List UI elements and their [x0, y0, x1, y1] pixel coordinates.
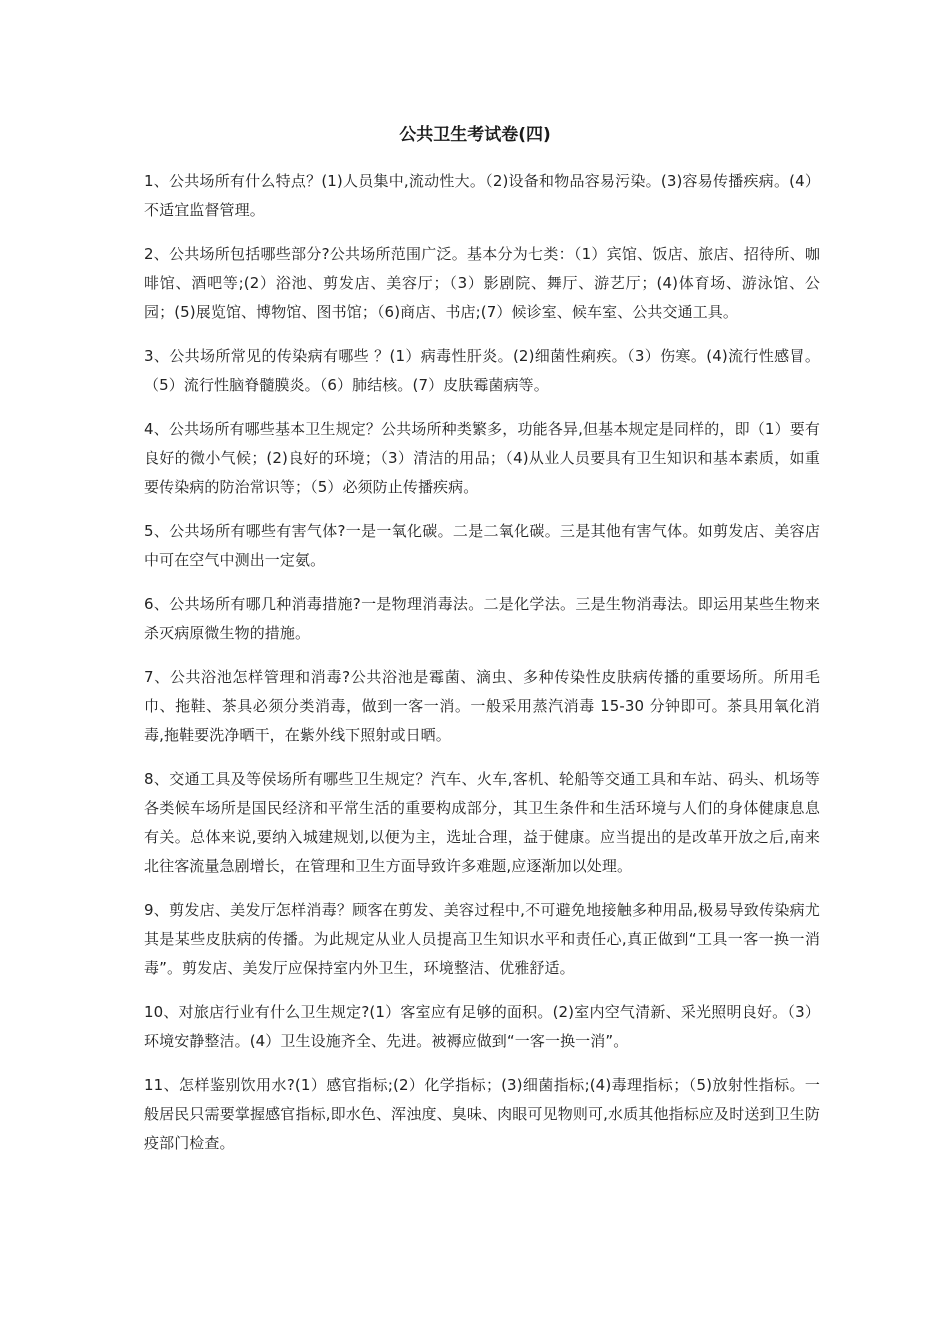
question-7: 7、公共浴池怎样管理和消毒?公共浴池是霉菌、滴虫、多种传染性皮肤病传播的重要场所。所用毛巾、拖鞋、茶具必须分类消毒，做到一客一消。一般采用蒸汽消毒 15-30 分钟即可。茶具用氧化消毒,拖鞋要洗净晒干，在紫外线下照射或日晒。	[144, 668, 820, 744]
question-3: 3、公共场所常见的传染病有哪些 ？(1）病毒性肝炎。(2)细菌性痢疾。（3）伤寒。(4)流行性感冒。（5）流行性脑脊髓膜炎。（6）肺结核。(7）皮肤霉菌病等。	[144, 347, 820, 394]
document-body	[144, 167, 820, 1173]
question-11: 11、怎样鉴别饮用水?(1）感官指标;(2）化学指标；(3)细菌指标;(4)毒理指标；（5)放射性指标。一般居民只需要掌握感官指标,即水色、浑浊度、臭味、肉眼可见物则可,水质其他指标应及时送到卫生防疫部门检查。	[144, 1076, 820, 1152]
page-title: 公共卫生考试卷(四)	[399, 125, 551, 145]
question-10: 10、对旅店行业有什么卫生规定?(1）客室应有足够的面积。(2)室内空气清新、采光照明良好。（3）环境安静整洁。(4）卫生设施齐全、先进。被褥应做到“一客一换一消”。	[144, 1003, 820, 1050]
question-8: 8、交通工具及等侯场所有哪些卫生规定？汽车、火车,客机、轮船等交通工具和车站、码头、机场等各类候车场所是国民经济和平常生活的重要构成部分，其卫生条件和生活环境与人们的身体健康息息有关。总体来说,要纳入城建规划,以便为主，选址合理，益于健康。应当提出的是改革开放之后,南来北往客流量急剧增长，在管理和卫生方面导致许多难题,应逐渐加以处理。	[144, 770, 820, 875]
question-5: 5、公共场所有哪些有害气体?一是一氧化碳。二是二氧化碳。三是其他有害气体。如剪发店、美容店中可在空气中测出一定氨。	[144, 522, 820, 569]
question-2: 2、公共场所包括哪些部分?公共场所范围广泛。基本分为七类：（1）宾馆、饭店、旅店、招待所、咖啡馆、酒吧等;(2）浴池、剪发店、美容厅；（3）影剧院、舞厅、游艺厅；(4)体育场、游泳馆、公园；(5)展览馆、博物馆、图书馆；（6)商店、书店;(7）候诊室、候车室、公共交通工具。	[144, 245, 820, 321]
question-6: 6、公共场所有哪几种消毒措施?一是物理消毒法。二是化学法。三是生物消毒法。即运用某些生物来杀灭病原微生物的措施。	[144, 595, 820, 642]
question-1: 1、公共场所有什么特点？(1)人员集中,流动性大。（2)设备和物品容易污染。(3)容易传播疾病。(4）不适宜监督管理。	[144, 172, 820, 219]
question-4: 4、公共场所有哪些基本卫生规定？公共场所种类繁多，功能各异,但基本规定是同样的，即（1）要有良好的微小气候；(2)良好的环境；（3）清洁的用品；（4)从业人员要具有卫生知识和基本素质，如重要传染病的防治常识等；（5）必须防止传播疾病。	[144, 420, 820, 496]
question-9: 9、剪发店、美发厅怎样消毒？顾客在剪发、美容过程中,不可避免地接触多种用品,极易导致传染病尤其是某些皮肤病的传播。为此规定从业人员提高卫生知识水平和责任心,真正做到“工具一客一换一消毒”。剪发店、美发厅应保持室内外卫生，环境整洁、优雅舒适。	[144, 901, 820, 977]
